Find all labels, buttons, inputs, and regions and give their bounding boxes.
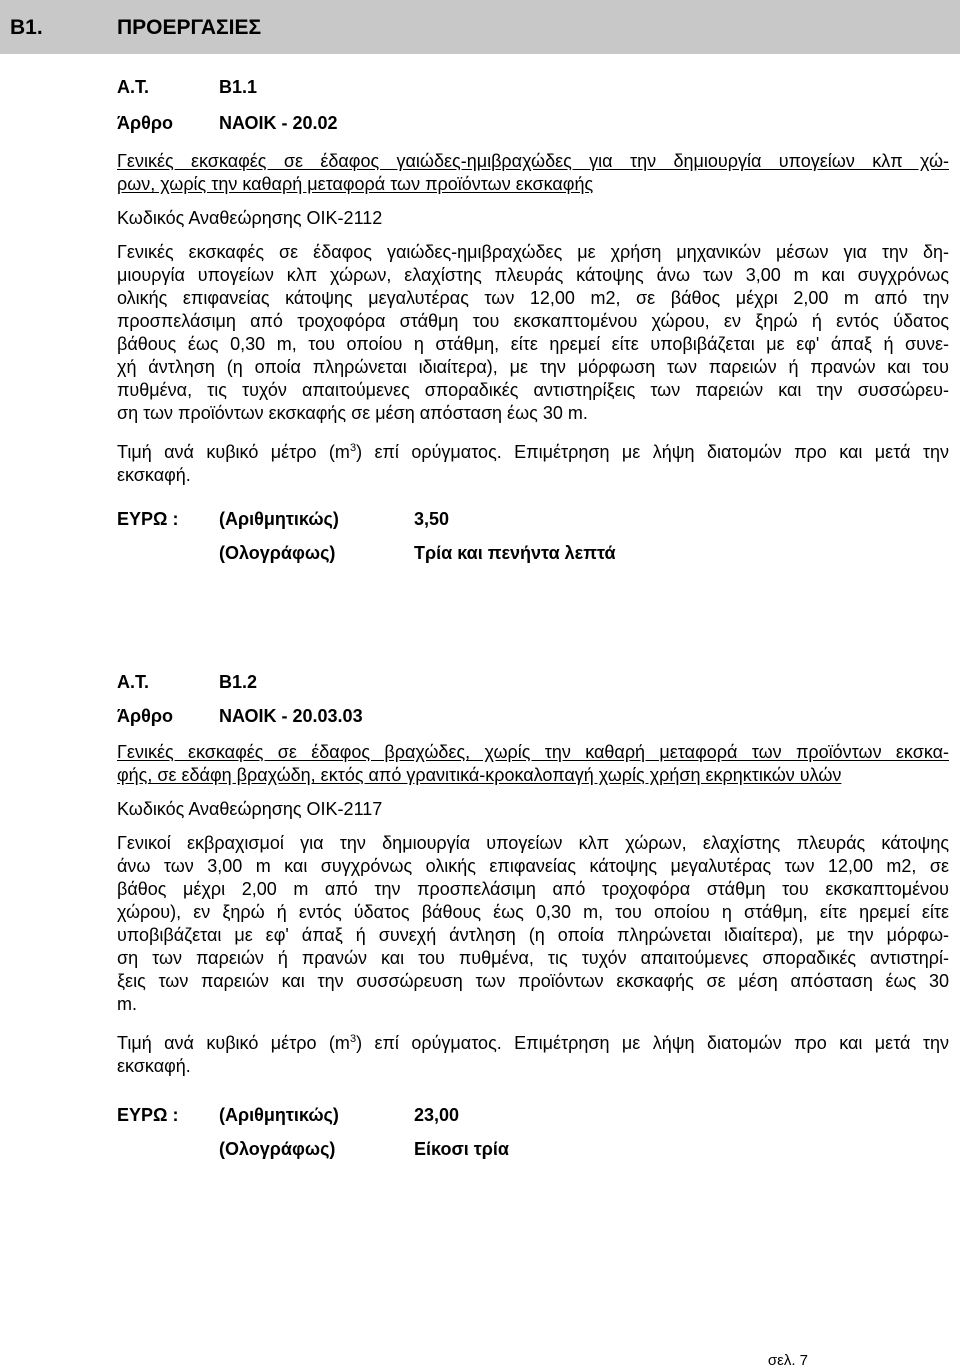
article-label: Άρθρο <box>117 113 173 133</box>
price-unit-line <box>117 1032 949 1054</box>
numeric-label: (Αριθμητικώς) <box>219 1105 339 1125</box>
description-line: βάθους έως 0,30 m, του οποίου η στάθμη, είτε ηρεμεί είτε υποβιβάζεται με εφ' άπαξ ή συνε- <box>117 334 949 354</box>
numeric-value: 3,50 <box>414 509 450 529</box>
unit-exponent: 3 <box>349 1033 357 1045</box>
euro-label: ΕΥΡΩ : <box>117 1105 179 1125</box>
description-line: βάθος μέχρι 2,00 m από την προσπελάσιμη από τροχοφόρα στάθμη του εκσκαπτομένου <box>117 879 949 899</box>
item-title-line: Γενικές εκσκαφές σε έδαφος γαιώδες-ημιβραχώδες για την δημιουργία υπογείων κλπ χώ- <box>117 151 949 171</box>
words-value: Τρία και πενήντα λεπτά <box>414 543 616 563</box>
numeric-value: 23,00 <box>414 1105 460 1125</box>
words-value: Είκοσι τρία <box>414 1139 509 1159</box>
item-title-line: ρων, χωρίς την καθαρή μεταφορά των προϊόντων εκσκαφής <box>117 174 594 194</box>
description-line: ξεις των παρειών και την συσσώρευση των προϊόντων εκσκαφής σε μέση απόσταση έως 30 <box>117 971 949 991</box>
description-line: προσπελάσιμη από τροχοφόρα στάθμη του εκσκαπτομένου χώρου, εν ξηρώ ή εντός ύδατος <box>117 311 949 331</box>
section-header <box>0 0 960 54</box>
at-value: Β1.2 <box>219 672 258 692</box>
revision-code: Κωδικός Αναθεώρησης ΟΙΚ-2117 <box>117 799 383 819</box>
article-value: ΝΑΟΙΚ - 20.02 <box>219 113 338 133</box>
at-value: Β1.1 <box>219 77 258 97</box>
price-unit-text: ) επί ορύγματος. Επιμέτρηση με λήψη διατομών προ και μετά την <box>356 442 949 462</box>
description-line: ση των παρειών ή πρανών και του πυθμένα, τις τυχόν απαιτούμενες σποραδικές αντιστηρί- <box>117 948 949 968</box>
description-line: άνω των 3,00 m και συγχρόνως ολικής επιφανείας κάτοψης μεγαλυτέρας των 12,00 m2, σε <box>117 856 949 876</box>
words-label: (Ολογράφως) <box>219 1139 336 1159</box>
item-title-line: φής, σε εδάφη βραχώδη, εκτός από γρανιτικά-κροκαλοπαγή χωρίς χρήση εκρηκτικών υλών <box>117 765 842 785</box>
price-unit-text: Τιμή ανά κυβικό μέτρο (m <box>117 1033 350 1053</box>
item-title-line: Γενικές εκσκαφές σε έδαφος βραχώδες, χωρίς την καθαρή μεταφορά των προϊόντων εκσκα- <box>117 742 949 762</box>
description-line: ολικής επιφανείας κάτοψης μεγαλυτέρας των 12,00 m2, σε βάθος μέχρι 2,00 m από την <box>117 288 949 308</box>
price-unit-line: εκσκαφή. <box>117 1056 191 1076</box>
description-line: πυθμένα, τις τυχόν απαιτούμενες σποραδικές αντιστηρίξεις των παρειών και την συσσώρευ- <box>117 380 949 400</box>
section-title: ΠΡΟΕΡΓΑΣΙΕΣ <box>117 16 262 39</box>
article-value: ΝΑΟΙΚ - 20.03.03 <box>219 706 363 726</box>
words-label: (Ολογράφως) <box>219 543 336 563</box>
description-line: χώρου), εν ξηρώ ή εντός ύδατος βάθους έως 0,30 m, του οποίου η στάθμη, είτε ηρεμεί είτε <box>117 902 949 922</box>
price-unit-text: ) επί ορύγματος. Επιμέτρηση με λήψη διατομών προ και μετά την <box>356 1033 949 1053</box>
page-number: σελ. 7 <box>767 1352 808 1369</box>
price-unit-line <box>117 441 949 463</box>
numeric-label: (Αριθμητικώς) <box>219 509 339 529</box>
price-unit-line: εκσκαφή. <box>117 465 191 485</box>
revision-code: Κωδικός Αναθεώρησης ΟΙΚ-2112 <box>117 208 383 228</box>
article-label: Άρθρο <box>117 706 173 726</box>
description-line: ση των προϊόντων εκσκαφής σε μέση απόσταση έως 30 m. <box>117 403 588 423</box>
unit-exponent: 3 <box>349 442 357 454</box>
section-number: B1. <box>10 16 43 39</box>
at-label: Α.Τ. <box>117 77 150 97</box>
description-line: Γενικές εκσκαφές σε έδαφος γαιώδες-ημιβραχώδες με χρήση μηχανικών μέσων για την δη- <box>117 242 949 262</box>
at-label: Α.Τ. <box>117 672 150 692</box>
euro-label: ΕΥΡΩ : <box>117 509 179 529</box>
description-line: υποβιβάζεται με εφ' άπαξ ή συνεχή άντληση (η οποία πληρώνεται ιδιαίτερα), με την μόρφω- <box>117 925 949 945</box>
description-line: m. <box>117 994 137 1014</box>
description-line: χή άντληση (η οποία πληρώνεται ιδιαίτερα), με την μόρφωση των παρειών ή πρανών και του <box>117 357 949 377</box>
description-line: Γενικοί εκβραχισμοί για την δημιουργία υπογείων κλπ χώρων, ελαχίστης πλευράς κάτοψης <box>117 833 949 853</box>
price-unit-text: Τιμή ανά κυβικό μέτρο (m <box>117 442 350 462</box>
description-line: μιουργία υπογείων κλπ χώρων, ελαχίστης πλευράς κάτοψης άνω των 3,00 m και συγχρόνως <box>117 265 949 285</box>
